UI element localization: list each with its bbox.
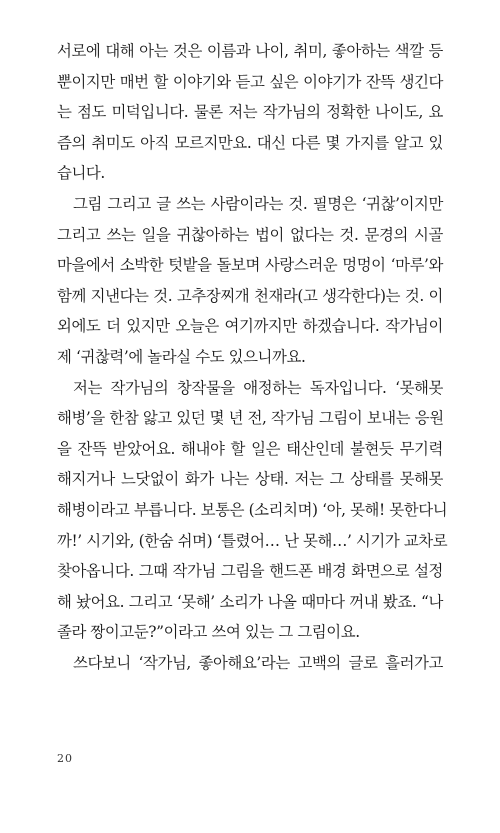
text-line: 제 ‘귀찮력’에 놀라실 수도 있으니까요. xyxy=(57,347,306,366)
text-line: 습니다. xyxy=(57,164,105,183)
text-line: 서로에 대해 아는 것은 이름과 나이, 취미, 좋아하는 색깔 등 xyxy=(57,42,443,60)
text-line: 그리고 쓰는 일을 귀찮아하는 법이 없다는 것. 문경의 시골 xyxy=(57,225,443,244)
text-line: 그림 그리고 글 쓰는 사람이라는 것. 필명은 ‘귀찮’이지만 xyxy=(73,194,443,213)
paragraph-2 xyxy=(57,189,443,373)
page-number: 20 xyxy=(57,752,73,765)
paragraph-1 xyxy=(57,36,443,189)
body-text xyxy=(57,36,448,678)
text-line: 해병’을 한참 앓고 있던 몇 년 전, 작가님 그림이 보내는 응원 xyxy=(57,409,444,428)
text-line: 함께 지낸다는 것. 고추장찌개 천재라(고 생각한다)는 것. 이 xyxy=(57,286,443,305)
text-line: 저는 작가님의 창작물을 애정하는 독자입니다. ‘못해못 xyxy=(73,378,443,397)
text-line: 해지거나 느닷없이 화가 나는 상태. 저는 그 상태를 못해못 xyxy=(57,470,443,489)
text-line: 을 잔뜩 받았어요. 해내야 할 일은 태산인데 불현듯 무기력 xyxy=(57,439,443,458)
text-line: 해 놨어요. 그리고 ‘못해’ 소리가 나올 때마다 꺼내 봤죠. “나 xyxy=(57,592,443,611)
text-line: 졸라 짱이고둔?”이라고 쓰여 있는 그 그림이요. xyxy=(57,623,360,642)
paragraph-3 xyxy=(57,373,448,648)
text-line: 마을에서 소박한 텃밭을 돌보며 사랑스러운 멍멍이 ‘마루’와 xyxy=(57,256,443,275)
text-line: 까!’ 시기와, (한숨 쉬며) ‘틀렸어… 난 못해…’ 시기가 교차로 xyxy=(57,531,448,550)
text-line: 뿐이지만 매번 할 이야기와 듣고 싶은 이야기가 잔뜩 생긴다 xyxy=(57,72,443,91)
paragraph-4 xyxy=(57,648,443,679)
text-line: 는 점도 미덕입니다. 물론 저는 작가님의 정확한 나이도, 요 xyxy=(57,103,443,122)
text-line: 해병이라고 부릅니다. 보통은 (소리치며) ‘아, 못해! 못한다니 xyxy=(57,500,448,519)
text-line: 외에도 더 있지만 오늘은 여기까지만 하겠습니다. 작가님이 xyxy=(57,317,443,336)
text-line: 찾아옵니다. 그때 작가님 그림을 핸드폰 배경 화면으로 설정 xyxy=(57,562,443,581)
text-line: 즘의 취미도 아직 모르지만요. 대신 다른 몇 가지를 알고 있 xyxy=(57,133,443,152)
text-line: 쓰다보니 ‘작가님, 좋아해요’라는 고백의 글로 흘러가고 xyxy=(73,653,443,672)
